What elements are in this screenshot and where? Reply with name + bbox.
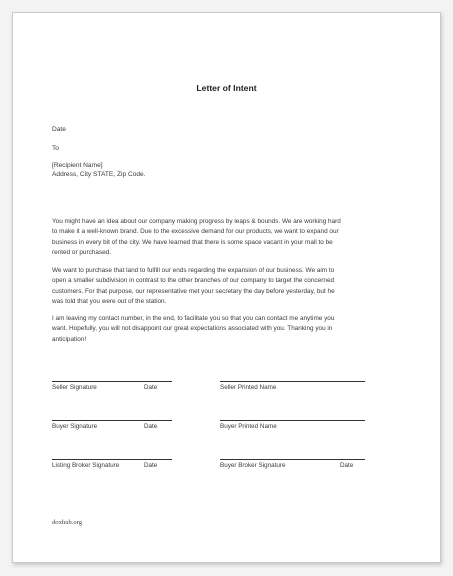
paragraph-line: rented or purchased. — [52, 248, 111, 256]
seller-printed-name-label: Seller Printed Name — [220, 384, 277, 391]
listing-broker-signature-line — [52, 459, 172, 460]
buyer-signature-line — [52, 420, 172, 421]
paragraph-line: I am leaving my contact number, in the end, to facilitate you so that you can contact me anytime you — [52, 315, 335, 322]
letter-title: Letter of Intent — [196, 83, 257, 93]
buyer-broker-signature-line — [220, 459, 365, 460]
listing-broker-signature-label: Listing Broker Signature — [52, 462, 120, 469]
buyer-signature-label: Buyer Signature — [52, 423, 98, 430]
recipient-name: [Recipient Name] — [52, 162, 103, 169]
seller-signature-line — [52, 381, 172, 382]
document-page — [12, 12, 441, 563]
body-paragraph-1 — [52, 217, 408, 258]
paragraph-line: You might have an idea about our company making progress by leaps & bounds. We are working hard — [52, 218, 341, 225]
paragraph-line: anticipation! — [52, 335, 87, 343]
paragraph-line: to make it a well-known brand. Due to the excessive demand for our products, we want to expand our — [52, 228, 339, 236]
seller-signature-label: Seller Signature — [52, 384, 97, 391]
body-paragraph-3 — [52, 314, 408, 345]
date-field: Date — [52, 126, 66, 133]
footer-site: doxhub.org — [52, 519, 83, 526]
to-field: To — [52, 145, 59, 152]
seller-date-label: Date — [144, 384, 158, 391]
paragraph-line: was told that you were out of the station. — [52, 297, 167, 305]
listing-broker-date-label: Date — [144, 462, 158, 469]
paragraph-line: customers. For that purpose, our representative met your secretary the day before yesterday, but he — [52, 287, 335, 295]
buyer-broker-date-label: Date — [340, 462, 354, 469]
buyer-broker-signature-label: Buyer Broker Signature — [220, 462, 286, 469]
paragraph-line: We want to purchase that land to fulfill our ends regarding the expansion of our business. We aim to — [52, 267, 335, 274]
body-paragraph-2 — [52, 266, 408, 307]
paragraph-line: open a smaller subdivision in contrast to the other branches of our company to target the concerned — [52, 277, 335, 285]
buyer-printed-name-label: Buyer Printed Name — [220, 423, 277, 430]
buyer-date-label: Date — [144, 423, 158, 430]
paragraph-line: want. Hopefully, you will not disappoint our great expectations associated with you. Thanking you in — [52, 325, 333, 333]
buyer-printed-name-line — [220, 420, 365, 421]
recipient-address: Address, City STATE, Zip Code. — [52, 171, 146, 178]
seller-printed-name-line — [220, 381, 365, 382]
paragraph-line: business in every bit of the city. We have learned that there is some space vacant in your mall to be — [52, 238, 333, 246]
